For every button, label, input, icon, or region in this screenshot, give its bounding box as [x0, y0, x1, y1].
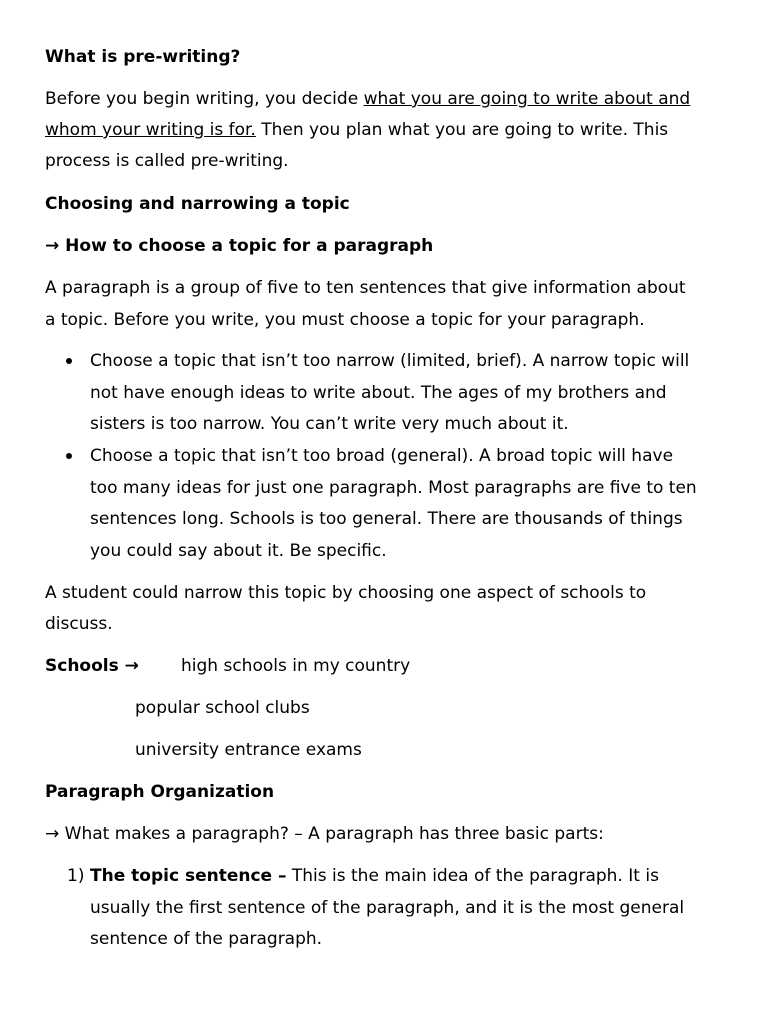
bullet-marker — [66, 453, 72, 459]
bullet-1-line-3: sisters is too narrow. You can’t write very much about it. — [90, 414, 569, 434]
numbered-1-line-3: sentence of the paragraph. — [90, 929, 323, 949]
heading-paragraph-organization: Paragraph Organization — [45, 782, 275, 802]
heading-how-to-choose: → How to choose a topic for a paragraph — [45, 236, 434, 256]
bullet-marker — [66, 358, 72, 364]
schools-item: high schools in my country — [181, 656, 411, 676]
bullet-2-line-3: sentences long. Schools is too general. There are thousands of things — [90, 509, 683, 529]
heading-choosing: Choosing and narrowing a topic — [45, 194, 350, 214]
p1-underlined-text-2: whom your writing is for. — [45, 120, 256, 140]
paragraph-2-line-1: A paragraph is a group of five to ten sentences that give information about — [45, 278, 686, 298]
schools-item: university entrance exams — [135, 740, 362, 760]
bullet-1-line-1: Choose a topic that isn’t too narrow (limited, brief). A narrow topic will — [90, 351, 690, 371]
heading-prewriting: What is pre-writing? — [45, 47, 241, 67]
bullet-2-line-1: Choose a topic that isn’t too broad (general). A broad topic will have — [90, 446, 674, 466]
bullet-2-line-2: too many ideas for just one paragraph. Most paragraphs are five to ten — [90, 478, 697, 498]
numbered-1-line-1 — [90, 866, 659, 886]
bullet-2-line-4: you could say about it. Be specific. — [90, 541, 387, 561]
paragraph-1-line-2 — [45, 120, 668, 140]
what-makes-a-paragraph: → What makes a paragraph? – A paragraph has three basic parts: — [45, 824, 604, 844]
schools-label: Schools → — [45, 656, 139, 676]
p1-text: Before you begin writing, you decide — [45, 89, 364, 109]
schools-item: popular school clubs — [135, 698, 310, 718]
paragraph-3-line-2: discuss. — [45, 614, 113, 634]
bullet-1-line-2: not have enough ideas to write about. The ages of my brothers and — [90, 383, 667, 403]
paragraph-1-line-3: process is called pre-writing. — [45, 151, 289, 171]
numbered-1-line-2: usually the first sentence of the paragraph, and it is the most general — [90, 898, 685, 918]
paragraph-2-line-2: a topic. Before you write, you must choose a topic for your paragraph. — [45, 310, 645, 330]
numbered-1-text: This is the main idea of the paragraph. It is — [286, 866, 659, 886]
topic-sentence-term: The topic sentence – — [90, 866, 287, 886]
p1-text-2: Then you plan what you are going to write. This — [255, 120, 669, 140]
paragraph-3-line-1: A student could narrow this topic by choosing one aspect of schools to — [45, 583, 647, 603]
p1-underlined-text: what you are going to write about and — [363, 89, 691, 109]
paragraph-1-line-1 — [45, 89, 690, 109]
list-number: 1) — [67, 866, 85, 886]
